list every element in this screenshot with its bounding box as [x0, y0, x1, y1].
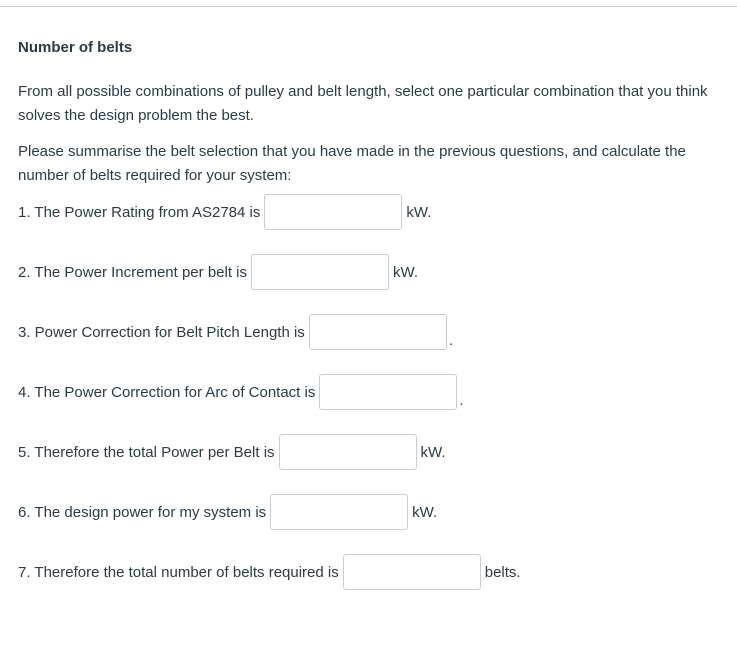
arc-of-contact-correction-input[interactable] [319, 374, 457, 410]
unit-label: kW. [412, 503, 438, 521]
intro-text: From all possible combinations of pulley and belt length, select one particular combination that you think solves the design problem the best. [18, 83, 708, 124]
period-label: . [448, 332, 453, 349]
design-power-input[interactable] [270, 494, 408, 530]
question-row-2 [18, 253, 418, 291]
question-label: 3. Power Correction for Belt Pitch Length is [18, 323, 305, 341]
question-label: 5. Therefore the total Power per Belt is [18, 443, 275, 461]
question-label: 1. The Power Rating from AS2784 is [18, 203, 261, 221]
unit-label: kW. [406, 203, 432, 221]
question-row-5 [18, 433, 446, 471]
question-content [18, 38, 723, 581]
unit-label: kW. [393, 263, 418, 281]
question-row-6 [18, 493, 437, 531]
pitch-length-correction-input[interactable] [309, 314, 447, 350]
question-row-4 [18, 373, 464, 411]
question-label: 4. The Power Correction for Arc of Contact is [18, 383, 316, 401]
power-rating-input[interactable] [264, 194, 402, 230]
question-label: 7. Therefore the total number of belts required is [18, 563, 339, 581]
question-row-3 [18, 313, 453, 351]
power-increment-input[interactable] [251, 254, 389, 290]
period-label: . [459, 392, 464, 409]
question-heading: Number of belts [18, 39, 133, 56]
top-divider [0, 6, 737, 7]
question-row-1 [18, 193, 431, 231]
total-power-per-belt-input[interactable] [279, 434, 417, 470]
question-label: 2. The Power Increment per belt is [18, 263, 247, 281]
unit-label: kW. [420, 443, 446, 461]
question-row-7 [18, 553, 521, 591]
number-of-belts-input[interactable] [343, 554, 481, 590]
unit-label: belts. [484, 563, 521, 581]
instruction-text: Please summarise the belt selection that you have made in the previous questions, and calculate the number of belts required for your system: [18, 143, 686, 184]
question-label: 6. The design power for my system is [18, 503, 267, 521]
